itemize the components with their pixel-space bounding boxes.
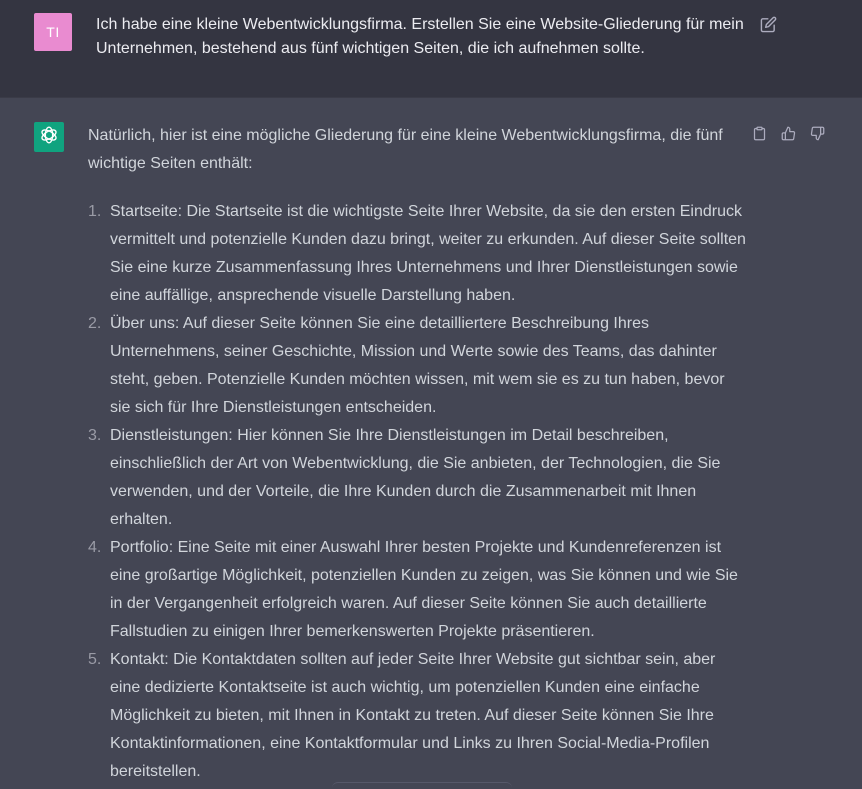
thumbs-up-icon[interactable] bbox=[781, 126, 796, 141]
thumbs-down-icon[interactable] bbox=[810, 126, 825, 141]
openai-logo-icon bbox=[38, 124, 60, 151]
clipboard-icon[interactable] bbox=[752, 126, 767, 141]
page-outline-list bbox=[88, 198, 748, 786]
list-item bbox=[88, 534, 748, 646]
assistant-message-text bbox=[88, 122, 748, 786]
list-item-text: Dienstleistungen: Hier können Sie Ihre Dienstleistungen im Detail beschreiben, einschließlich der Art von Webentwicklung, die Sie anbieten, der Technologien, die Sie verwenden, und der Vorteile, die Ihre Kunden durch die Zusammenarbeit mit Ihnen erhalten. bbox=[110, 427, 721, 528]
list-item bbox=[88, 198, 748, 310]
list-item-number: 5. bbox=[88, 651, 102, 668]
user-message-row bbox=[0, 0, 862, 98]
list-item-number: 1. bbox=[88, 203, 102, 220]
edit-icon[interactable] bbox=[760, 16, 777, 33]
list-item bbox=[88, 422, 748, 534]
list-item-number: 2. bbox=[88, 315, 102, 332]
list-item-text: Über uns: Auf dieser Seite können Sie eine detailliertere Beschreibung Ihres Unternehmens, seiner Geschichte, Mission und Werte sowie des Teams, das dahinter steht, geben. Potenzielle Kunden möchten wissen, mit wem sie es zu tun haben, bevor sie sich für Ihre Dienstleistungen entscheiden. bbox=[110, 315, 725, 416]
user-avatar bbox=[34, 13, 72, 51]
list-item-number: 3. bbox=[88, 427, 102, 444]
assistant-avatar bbox=[34, 122, 64, 152]
list-item-text: Startseite: Die Startseite ist die wichtigste Seite Ihrer Website, da sie den ersten Eindruck vermittelt und potenzielle Kunden dazu bringt, weiter zu erkunden. Auf dieser Seite sollten Sie eine kurze Zusammenfassung Ihres Unternehmens und Ihrer Dienstleistungen sowie eine auffällige, ansprechende visuelle Darstellung haben. bbox=[110, 203, 746, 304]
list-item-number: 4. bbox=[88, 539, 102, 556]
assistant-intro: Natürlich, hier ist eine mögliche Gliederung für eine kleine Webentwicklungsfirma, die fünf wichtige Seiten enthält: bbox=[88, 127, 723, 172]
list-item-text: Kontakt: Die Kontaktdaten sollten auf jeder Seite Ihrer Website gut sichtbar sein, aber eine dedizierte Kontaktseite ist auch wichtig, um potenziellen Kunden eine einfache Möglichkeit zu bieten, mit Ihnen in Kontakt zu treten. Auf dieser Seite können Sie Ihre Kontaktinformationen, eine Kontaktformular und Links zu Ihren Social-Media-Profilen bereitstellen. bbox=[110, 651, 716, 780]
list-item bbox=[88, 646, 748, 786]
message-actions bbox=[752, 126, 825, 141]
user-message-text: Ich habe eine kleine Webentwicklungsfirma. Erstellen Sie eine Website-Gliederung für mein Unternehmen, bestehend aus fünf wichtigen Seiten, die ich aufnehmen sollte. bbox=[96, 16, 744, 57]
list-item-text: Portfolio: Eine Seite mit einer Auswahl Ihrer besten Projekte und Kundenreferenzen ist eine großartige Möglichkeit, potenziellen Kunden zu zeigen, was Sie können und wie Sie in der Vergangenheit erfolgreich waren. Auf dieser Seite können Sie auch detaillierte Fallstudien zu einigen Ihrer bemerkenswerten Projekte präsentieren. bbox=[110, 539, 738, 640]
user-avatar-initials: TI bbox=[46, 24, 60, 40]
list-item bbox=[88, 310, 748, 422]
assistant-message-row bbox=[0, 98, 862, 786]
